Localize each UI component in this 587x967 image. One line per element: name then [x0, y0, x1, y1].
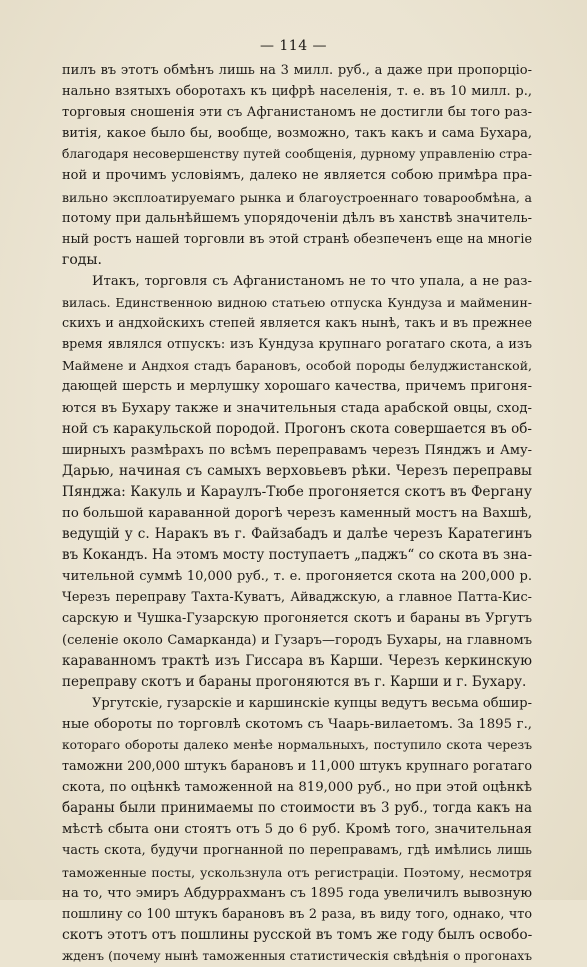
text-line: бараны были принимаемы по стоимости въ 3 руб., тогда какъ на: [62, 800, 532, 817]
text-line: скотъ этотъ отъ пошлины русской въ томъ же году былъ освобо-: [62, 926, 533, 943]
body-text: [62, 60, 532, 967]
text-line: мѣстѣ сбыта они стоятъ отъ 5 до 6 руб. Кромѣ того, значительная: [62, 822, 532, 838]
text-line: благодаря несовершенству путей сообщенія, дурному управленію стра-: [62, 147, 532, 162]
text-line: (селеніе около Самарканда) и Гузаръ—городъ Бухары, на главномъ: [62, 632, 532, 648]
text-line: Пянджа: Какуль и Караулъ-Тюбе прогоняется скотъ въ Фергану: [62, 483, 532, 500]
text-line: въ Кокандъ. На этомъ мосту поступаетъ „паджъ“ со скота въ зна-: [62, 547, 532, 564]
text-line: переправу скотъ и бараны прогоняются въ г. Карши и г. Бухару.: [62, 673, 527, 690]
text-line: пошлину со 100 штукъ барановъ въ 2 раза, въ виду того, однако, что: [62, 906, 532, 922]
text-line: чительной суммѣ 10,000 руб., т. е. прогоняется скота на 200,000 р.: [62, 569, 532, 585]
text-line: по большой караванной дорогѣ черезъ каменный мостъ на Вахшѣ,: [62, 505, 532, 521]
text-line: ные обороты по торговлѣ скотомъ съ Чаарь-вилаетомъ. За 1895 г.,: [62, 716, 532, 732]
text-line: потому при дальнѣйшемъ упорядоченіи дѣлъ въ ханствѣ значитель-: [62, 210, 532, 226]
text-line: на то, что эмиръ Абдуррахманъ съ 1895 года увеличилъ вывозную: [62, 885, 532, 901]
text-line: сарскую и Чушка-Гузарскую прогоняется скотъ и бараны въ Ургутъ: [62, 611, 532, 627]
text-line: ведущій у с. Наракъ въ г. Файзабадъ и далѣе черезъ Каратегинъ: [62, 526, 532, 543]
text-line: жденъ (почему нынѣ таможенныя статистическія свѣдѣнія о прогонахъ: [62, 948, 532, 963]
text-line: вилась. Единственною видною статьею отпуска Кундуза и майменин-: [62, 295, 532, 311]
text-line: витія, какое было бы, вообще, возможно, такъ какъ и сама Бухара,: [62, 126, 532, 142]
text-line: нально взятыхъ оборотахъ къ цифрѣ населенія, т. е. въ 10 милл. р.,: [62, 84, 532, 100]
paragraph-start-line: Итакъ, торговля съ Афганистаномъ не то что упала, а не раз-: [92, 273, 532, 289]
text-line: скота, по оцѣнкѣ таможенной на 819,000 руб., но при этой оцѣнкѣ: [62, 780, 532, 796]
text-line: ной и прочимъ условіямъ, далеко не является собою примѣра пра-: [62, 168, 532, 184]
text-line: котораго обороты далеко менѣе нормальныхъ, поступило скота черезъ: [62, 738, 532, 752]
page-number: — 114 —: [259, 38, 328, 54]
text-line: ной съ каракульской породой. Прогонъ скота совершается въ об-: [62, 420, 532, 437]
text-line: годы.: [62, 251, 102, 268]
text-line: ются въ Бухару также и значительныя стада арабской овцы, сход-: [62, 400, 532, 416]
text-line: караванномъ трактѣ изъ Гиссара въ Карши. Черезъ керкинскую: [62, 652, 532, 669]
text-line: дающей шерсть и мерлушку хорошаго качества, причемъ пригоня-: [62, 379, 532, 395]
text-line: торговыя сношенія эти съ Афганистаномъ не достигли бы того раз-: [62, 105, 532, 121]
text-line: время являлся отпускъ: изъ Кундуза крупнаго рогатаго скота, а изъ: [62, 337, 532, 353]
text-line: Дарью, начиная съ самыхъ верховьевъ рѣки. Черезъ переправы: [62, 462, 532, 479]
paragraph-start-line: Ургутскіе, гузарскіе и каршинскіе купцы ведутъ весьма обшир-: [92, 695, 532, 711]
text-line: ный ростъ нашей торговли въ этой странѣ обезпеченъ еще на многіе: [62, 231, 532, 247]
text-line: Маймене и Андхоя стадъ барановъ, особой породы белуджистанской,: [62, 358, 532, 374]
text-line: часть скота, будучи прогнанной по переправамъ, гдѣ имѣлись лишь: [62, 843, 532, 859]
text-line: таможни 200,000 штукъ барановъ и 11,000 штукъ крупнаго рогатаго: [62, 759, 532, 775]
text-line: таможенные посты, ускользнула отъ регистраціи. Поэтому, несмотря: [62, 864, 532, 880]
text-line: Черезъ переправу Тахта-Куватъ, Айваджскую, а главное Патта-Кис-: [62, 590, 532, 606]
text-line: пилъ въ этотъ обмѣнъ лишь на 3 милл. руб., а даже при пропорціо-: [62, 63, 532, 78]
text-line: вильно эксплоатируемаго рынка и благоустроеннаго товарообмѣна, а: [62, 189, 532, 205]
text-line: скихъ и андхойскихъ степей является какъ нынѣ, такъ и въ прежнее: [62, 316, 532, 332]
text-line: ширныхъ размѣрахъ по всѣмъ переправамъ черезъ Пянджъ и Аму-: [62, 442, 532, 458]
